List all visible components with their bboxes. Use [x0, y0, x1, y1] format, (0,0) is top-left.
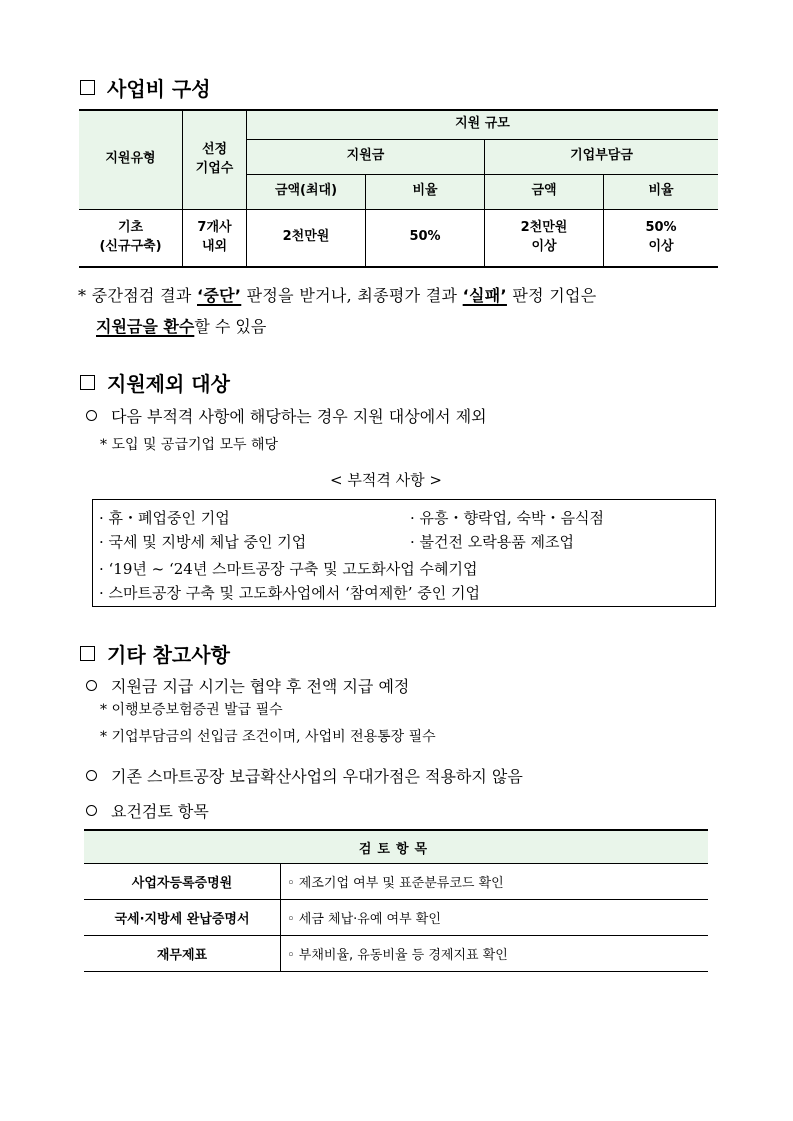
note-text: 판정을 받거나, 최종평가 결과 — [241, 286, 463, 305]
section-title: 지원제외 대상 — [107, 372, 230, 396]
section-heading-budget — [80, 73, 211, 102]
section-title: 기타 참고사항 — [107, 643, 230, 667]
refund-note-line2 — [96, 314, 266, 337]
col-selected-count: 선정 기업수 — [183, 110, 247, 209]
checkbox-square-icon — [80, 646, 95, 661]
cell-grant-amount: 2천만원 — [247, 209, 366, 267]
col-support-scale: 지원 규모 — [247, 110, 719, 139]
disqualification-title: < 부적격 사항 > — [330, 471, 442, 489]
disqualification-item: · 유흥・향락업, 숙박・음식점 — [410, 509, 604, 527]
cell-grant-ratio: 50% — [366, 209, 485, 267]
col-support-type: 지원유형 — [79, 110, 183, 209]
cell-type: 기초 (신규구축) — [79, 209, 183, 267]
bullet-review-items — [86, 799, 209, 822]
table-row — [84, 900, 708, 936]
note-text: 판정 기업은 — [506, 286, 597, 305]
cell-self-amount: 2천만원 이상 — [485, 209, 604, 267]
col-self-burden: 기업부담금 — [485, 139, 719, 174]
disqualification-item: · 휴・폐업중인 기업 — [99, 509, 230, 527]
budget-table — [79, 109, 718, 268]
review-key: 재무제표 — [84, 936, 281, 972]
review-value: ◦ 부채비율, 유동비율 등 경제지표 확인 — [281, 936, 709, 972]
note-fail-verdict: ‘실패’ — [462, 286, 507, 305]
review-value: ◦ 제조기업 여부 및 표준분류코드 확인 — [281, 864, 709, 900]
checkbox-square-icon — [80, 375, 95, 390]
circle-bullet-icon — [86, 770, 97, 781]
disqualification-box — [92, 499, 716, 607]
bullet-payment — [86, 674, 409, 697]
note-applies-both: * 도입 및 공급기업 모두 해당 — [100, 437, 279, 453]
table-row — [84, 936, 708, 972]
cell-selected: 7개사 내외 — [183, 209, 247, 267]
bullet-text: 기존 스마트공장 보급확산사업의 우대가점은 적용하지 않음 — [111, 767, 523, 786]
note-stop-verdict: ‘중단’ — [197, 286, 242, 305]
note-text: * 중간점검 결과 — [78, 286, 197, 305]
circle-bullet-icon — [86, 805, 97, 816]
note-refund-emphasis: 지원금을 환수 — [96, 317, 195, 336]
section-title: 사업비 구성 — [107, 77, 211, 101]
review-header: 검토항목 — [84, 830, 708, 864]
sub-amount: 금액 — [485, 174, 604, 209]
col-grant: 지원금 — [247, 139, 485, 174]
disqualification-item: · 국세 및 지방세 체납 중인 기업 — [99, 533, 307, 551]
section-heading-other — [80, 639, 230, 668]
checkbox-square-icon — [80, 80, 95, 95]
note-guarantee-insurance: * 이행보증보험증권 발급 필수 — [100, 702, 283, 718]
disqualification-item: · 스마트공장 구축 및 고도화사업에서 ‘참여제한’ 중인 기업 — [99, 584, 480, 602]
bullet-text: 요건검토 항목 — [111, 802, 209, 821]
disqualification-item: · 불건전 오락용품 제조업 — [410, 533, 574, 551]
note-text: 할 수 있음 — [194, 317, 267, 336]
bullet-preference-points — [86, 764, 523, 787]
refund-note — [78, 283, 597, 306]
bullet-text: 지원금 지급 시기는 협약 후 전액 지급 예정 — [111, 677, 410, 696]
bullet-text: 다음 부적격 사항에 해당하는 경우 지원 대상에서 제외 — [111, 407, 487, 426]
review-key: 사업자등록증명원 — [84, 864, 281, 900]
review-value: ◦ 세금 체납·유예 여부 확인 — [281, 900, 709, 936]
review-table — [84, 829, 708, 972]
bullet-exclusion — [86, 404, 487, 427]
circle-bullet-icon — [86, 410, 97, 421]
note-prepayment: * 기업부담금의 선입금 조건이며, 사업비 전용통장 필수 — [100, 729, 436, 745]
table-row — [84, 864, 708, 900]
review-key: 국세·지방세 완납증명서 — [84, 900, 281, 936]
cell-self-ratio: 50% 이상 — [604, 209, 719, 267]
circle-bullet-icon — [86, 680, 97, 691]
disqualification-item: · ‘19년 ~ ‘24년 스마트공장 구축 및 고도화사업 수혜기업 — [99, 560, 478, 578]
sub-ratio: 비율 — [366, 174, 485, 209]
sub-amount-max: 금액(최대) — [247, 174, 366, 209]
sub-ratio: 비율 — [604, 174, 719, 209]
section-heading-exclusion — [80, 368, 230, 397]
